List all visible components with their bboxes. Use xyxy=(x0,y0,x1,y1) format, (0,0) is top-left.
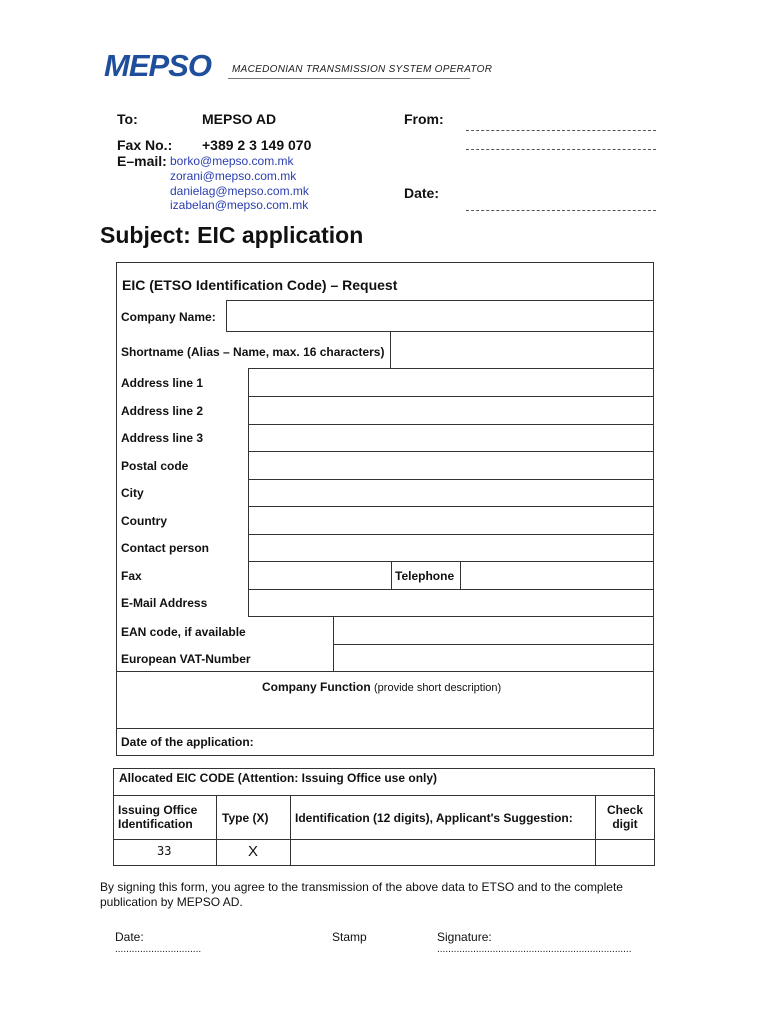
identification-label: Identification (12 digits), Applicant's Suggestion: xyxy=(295,811,573,825)
company-function-hint: (provide short description) xyxy=(374,682,502,694)
company-function-label: Company Function xyxy=(262,680,371,694)
vat-number-field[interactable] xyxy=(333,644,654,672)
address-line-3-label: Address line 3 xyxy=(121,431,204,445)
signature-label: Signature: xyxy=(437,930,492,944)
email-link[interactable]: zorani@mepso.com.mk xyxy=(170,169,297,183)
contact-person-label: Contact person xyxy=(121,541,210,555)
country-label: Country xyxy=(121,514,167,528)
to-value: MEPSO AD xyxy=(202,111,277,127)
company-function-caption xyxy=(262,680,501,694)
address-line-1-label: Address line 1 xyxy=(121,376,204,390)
check-digit-label: Check digit xyxy=(606,803,644,831)
from-label: From: xyxy=(404,111,444,127)
vat-number-label: European VAT-Number xyxy=(121,652,251,666)
to-label: To: xyxy=(117,111,138,127)
mepso-logo: MEPSO xyxy=(104,48,211,83)
postal-code-field[interactable] xyxy=(248,451,654,480)
issuing-office-value: 33 xyxy=(157,844,172,858)
address-line-3-field[interactable] xyxy=(248,424,654,452)
ean-code-label: EAN code, if available xyxy=(121,625,246,639)
ean-code-field[interactable] xyxy=(333,616,654,645)
email-link[interactable]: danielag@mepso.com.mk xyxy=(170,184,309,198)
fax-field-label: Fax xyxy=(121,569,142,583)
postal-code-label: Postal code xyxy=(121,459,189,473)
check-digit-field[interactable] xyxy=(595,839,655,866)
contact-person-field[interactable] xyxy=(248,534,654,562)
from-line-1[interactable] xyxy=(466,130,656,131)
logo-subtitle: MACEDONIAN TRANSMISSION SYSTEM OPERATOR xyxy=(232,64,493,75)
address-line-2-field[interactable] xyxy=(248,396,654,425)
city-label: City xyxy=(121,486,144,500)
footer-date-line[interactable]: ............................... xyxy=(115,944,202,955)
signature-line[interactable]: ...................................................................... xyxy=(437,944,632,955)
address-line-2-label: Address line 2 xyxy=(121,404,204,418)
email-link[interactable]: borko@mepso.com.mk xyxy=(170,154,294,168)
shortname-field[interactable] xyxy=(390,331,654,369)
logo-underline xyxy=(228,78,470,79)
type-value: X xyxy=(248,843,259,860)
email-address-field[interactable] xyxy=(248,589,654,617)
type-label: Type (X) xyxy=(222,811,269,825)
subject-heading: Subject: EIC application xyxy=(100,222,364,248)
from-line-2[interactable] xyxy=(466,149,656,150)
email-label: E–mail: xyxy=(117,153,167,169)
stamp-label: Stamp xyxy=(332,930,367,944)
fax-field[interactable] xyxy=(248,561,392,590)
telephone-label: Telephone xyxy=(395,569,455,583)
company-name-field[interactable] xyxy=(226,300,654,332)
agreement-text: By signing this form, you agree to the transmission of the above data to ETSO and to the complete publication by MEPSO AD. xyxy=(100,880,623,909)
email-link[interactable]: izabelan@mepso.com.mk xyxy=(170,198,309,212)
issuing-office-label: Issuing Office Identification xyxy=(118,803,198,831)
identification-field[interactable] xyxy=(290,839,596,866)
fax-value: +389 2 3 149 070 xyxy=(202,137,312,153)
date-label: Date: xyxy=(404,185,440,201)
date-of-application-label: Date of the application: xyxy=(121,735,254,749)
company-name-label: Company Name: xyxy=(121,310,216,324)
city-field[interactable] xyxy=(248,479,654,507)
shortname-label: Shortname (Alias – Name, max. 16 characters) xyxy=(121,345,385,359)
date-line[interactable] xyxy=(466,210,656,211)
allocated-eic-title: Allocated EIC CODE (Attention: Issuing Office use only) xyxy=(119,771,438,785)
footer-date-label: Date: xyxy=(115,930,144,944)
email-address-label: E-Mail Address xyxy=(121,596,208,610)
country-field[interactable] xyxy=(248,506,654,535)
form-title: EIC (ETSO Identification Code) – Request xyxy=(122,277,398,293)
address-line-1-field[interactable] xyxy=(248,368,654,397)
fax-label: Fax No.: xyxy=(117,137,173,153)
telephone-field[interactable] xyxy=(460,561,654,590)
